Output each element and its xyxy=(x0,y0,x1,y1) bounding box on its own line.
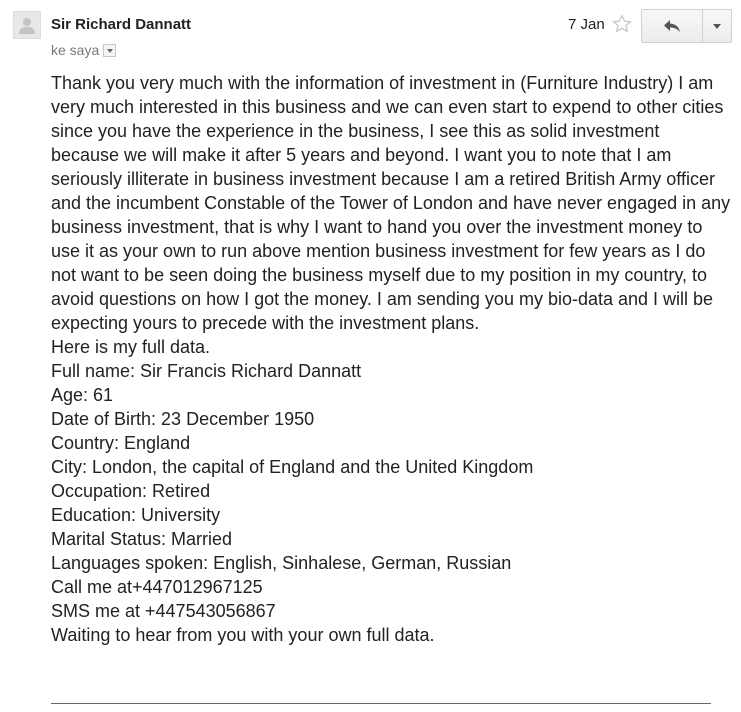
sender-avatar[interactable] xyxy=(13,11,41,39)
star-icon[interactable] xyxy=(612,14,632,34)
message-divider xyxy=(51,703,711,704)
message-line: Call me at+447012967125 xyxy=(51,577,263,597)
reply-button-group xyxy=(641,9,732,43)
sender-name[interactable]: Sir Richard Dannatt xyxy=(51,16,192,33)
message-line: Waiting to hear from you with your own full data. xyxy=(51,625,435,645)
message-line: Languages spoken: English, Sinhalese, German, Russian xyxy=(51,553,512,573)
message-intro-paragraph: Thank you very much with the information of investment in (Furniture Industry) I am very much interested in this business and we can even start to expend to other cities since you have the experience in the business, I see this as solid investment because we will make it after 5 years and beyond. I want you to note that I am seriously illiterate in business investment because I am a retired British Army officer and the incumbent Constable of the Tower of London and have never engaged in any business investment, that is why I want to hand you over the investment money to use it as your own to run above mention business investment for few years as I do not want to be seen doing the business myself due to my position in my country, to avoid questions on how I got the money. I am sending you my bio-data and I will be expecting yours to precede with the investment plans. xyxy=(51,73,731,333)
message-line: Full name: Sir Francis Richard Dannatt xyxy=(51,361,362,381)
message-body xyxy=(51,71,731,647)
message-line: City: London, the capital of England and the United Kingdom xyxy=(51,457,534,477)
message-line: Age: 61 xyxy=(51,385,114,405)
message-line: Marital Status: Married xyxy=(51,529,233,549)
reply-arrow-icon xyxy=(663,19,681,33)
more-options-button[interactable] xyxy=(703,9,732,43)
show-details-dropdown[interactable] xyxy=(103,44,116,57)
reply-button[interactable] xyxy=(641,9,703,43)
message-line: Date of Birth: 23 December 1950 xyxy=(51,409,315,429)
message-line: SMS me at +447543056867 xyxy=(51,601,276,621)
message-date: 7 Jan xyxy=(568,16,605,33)
recipient-label: ke saya xyxy=(51,42,100,58)
recipient-row xyxy=(51,41,116,59)
message-line: Occupation: Retired xyxy=(51,481,211,501)
chevron-down-icon xyxy=(713,24,721,29)
message-line: Country: England xyxy=(51,433,191,453)
person-silhouette-icon xyxy=(14,12,40,38)
message-line: Education: University xyxy=(51,505,221,525)
message-line: Here is my full data. xyxy=(51,337,211,357)
